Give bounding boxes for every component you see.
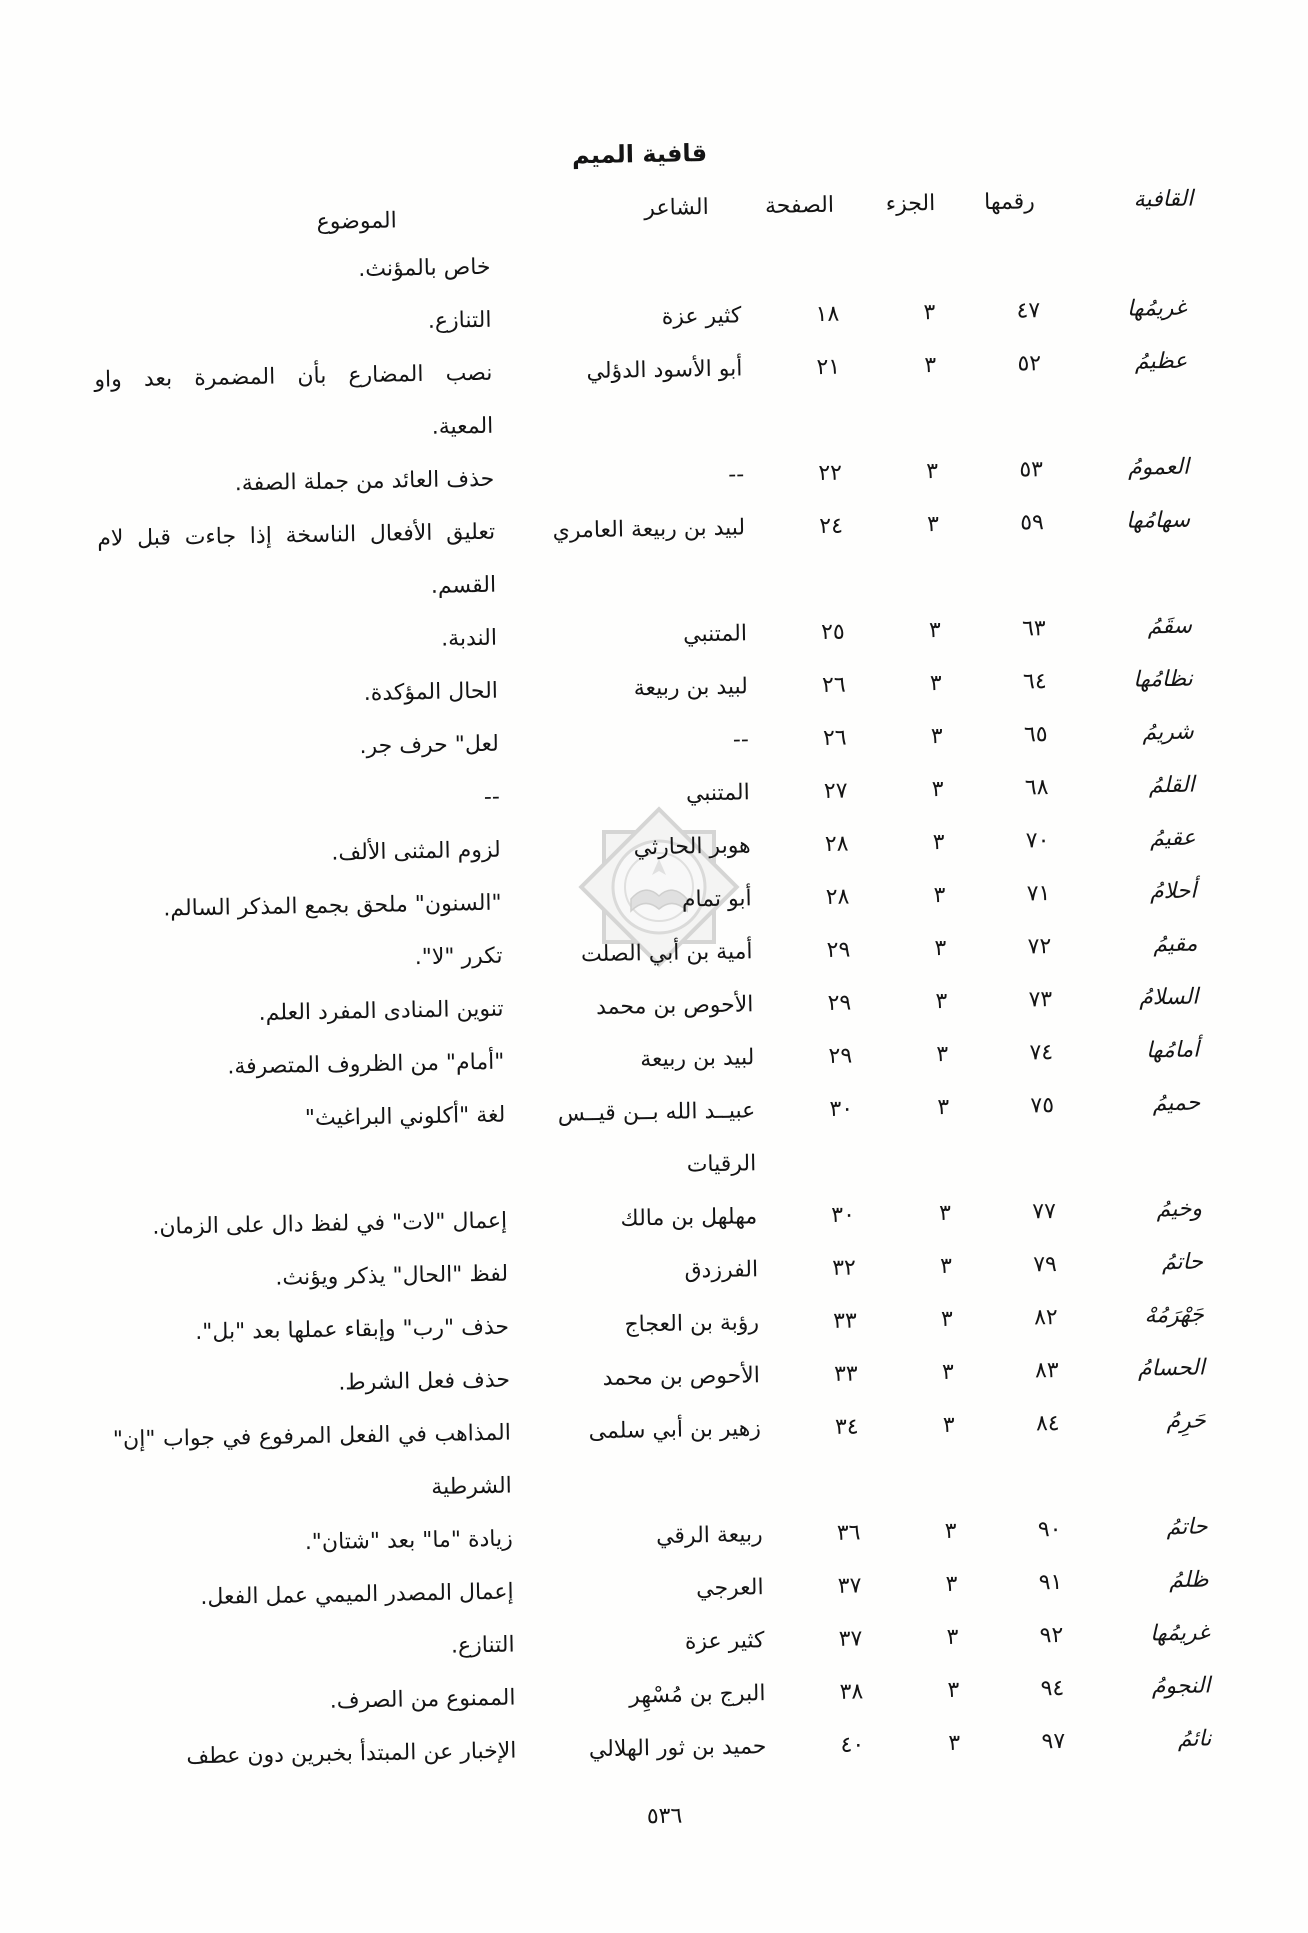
topic-cell: لعل" حرف جر.	[359, 731, 500, 760]
qafia-cell: نظامُها	[1133, 666, 1194, 693]
header-poet: الشاعر	[644, 194, 709, 222]
volume-cell: ٣	[929, 670, 942, 697]
section-title: قافية الميم	[571, 138, 708, 170]
index-row	[69, 334, 1219, 460]
poet-cell: الأحوص بن محمد	[602, 1363, 761, 1391]
page-cell: ٢٥	[820, 619, 845, 646]
qafia-cell: شريمُ	[1142, 719, 1194, 746]
topic-cell: الإخبار عن المبتدأ بخبرين دون عطف	[186, 1738, 517, 1770]
volume-cell: ٣	[941, 1359, 955, 1386]
page-cell: ٣٧	[837, 1573, 862, 1599]
verse-number-cell: ٩٢	[1039, 1622, 1064, 1649]
verse-number-cell: ٨٤	[1035, 1410, 1060, 1437]
header-qafia: القافية	[1133, 186, 1194, 213]
qafia-cell: وخيمُ	[1156, 1196, 1203, 1223]
qafia-cell: سهامُها	[1125, 507, 1191, 534]
qafia-cell: العمومُ	[1127, 454, 1190, 481]
topic-cell: "أمام" من الظروف المتصرفة.	[227, 1049, 505, 1080]
volume-cell: ٣	[942, 1412, 955, 1439]
page-cell: ٢٦	[821, 672, 846, 699]
poet-cell: عبيــد الله بــن قيــس	[557, 1098, 756, 1127]
topic-cell: القسم.	[430, 572, 497, 599]
topic-cell: لفظ "الحال" يذكر ويؤنث.	[275, 1261, 509, 1291]
verse-number-cell: ٩٤	[1040, 1675, 1065, 1702]
page-cell: ٢٨	[824, 831, 849, 857]
topic-cell: زيادة "ما" بعد "شتان".	[304, 1526, 513, 1556]
qafia-cell: القلمُ	[1148, 772, 1195, 799]
page-cell: ٣٨	[839, 1679, 864, 1705]
index-row	[82, 1076, 1232, 1202]
poet-cell: كثير عزة	[684, 1628, 765, 1655]
topic-cell: "السنون" ملحق بجمع المذكر السالم.	[163, 890, 502, 922]
topic-cell: تكرر "لا".	[414, 943, 503, 971]
poet-cell: الرقيات	[686, 1151, 757, 1178]
volume-cell: ٣	[930, 723, 943, 750]
poet-cell: أبو تمام	[681, 886, 752, 913]
page-cell: ٣٠	[829, 1096, 854, 1122]
qafia-cell: عظيمُ	[1134, 348, 1188, 375]
topic-cell: لزوم المثنى الألف.	[331, 837, 501, 866]
poet-cell: كثير عزة	[661, 303, 742, 330]
poet-cell: --	[728, 462, 745, 488]
volume-cell: ٣	[947, 1677, 960, 1703]
poet-cell: هوبر الحارثي	[633, 833, 751, 861]
page-cell: ٢٦	[822, 725, 847, 752]
page-number: ٥٣٦	[646, 1803, 683, 1830]
volume-cell: ٣	[935, 988, 948, 1015]
topic-cell: الممنوع من الصرف.	[329, 1685, 516, 1714]
page-cell: ٢٤	[819, 513, 844, 540]
volume-cell: ٣	[944, 1518, 957, 1545]
verse-number-cell: ٧٩	[1032, 1252, 1058, 1278]
verse-number-cell: ٦٥	[1023, 722, 1048, 748]
volume-cell: ٣	[939, 1253, 953, 1280]
page-cell: ٣٢	[832, 1255, 857, 1281]
poet-cell: لبيد بن ربيعة	[633, 674, 749, 702]
topic-cell: الشرطية	[431, 1473, 513, 1500]
volume-cell: ٣	[932, 829, 945, 856]
qafia-cell: حاتمُ	[1161, 1249, 1204, 1276]
page-cell: ٢٩	[826, 937, 851, 963]
poet-cell: الفرزدق	[684, 1257, 759, 1284]
poet-cell: لبيد بن ربيعة	[639, 1045, 755, 1073]
verse-number-cell: ٩٠	[1037, 1516, 1062, 1543]
verse-number-cell: ٦٣	[1021, 616, 1046, 642]
poet-cell: ربيعة الرقي	[655, 1522, 763, 1550]
poet-cell: العرجي	[695, 1575, 764, 1602]
page-cell: ٣٦	[836, 1520, 861, 1546]
topic-cell: نصب المضارع بأن المضمرة بعد واو	[94, 360, 493, 393]
qafia-cell: النجومُ	[1151, 1673, 1211, 1700]
verse-number-cell: ٦٤	[1022, 669, 1047, 695]
qafia-cell: حاتمُ	[1166, 1514, 1208, 1541]
verse-number-cell: ٥٣	[1019, 457, 1044, 483]
volume-cell: ٣	[948, 1730, 961, 1756]
page-cell: ٢٩	[827, 990, 852, 1016]
topic-cell: إعمال المصدر الميمي عمل الفعل.	[200, 1579, 514, 1611]
volume-cell: ٣	[926, 458, 939, 485]
topic-cell: خاص بالمؤنث.	[358, 254, 491, 283]
volume-cell: ٣	[946, 1624, 959, 1650]
index-content	[65, 90, 1244, 1870]
poet-cell: المتنبي	[682, 621, 748, 648]
poet-cell: مهلهل بن مالك	[620, 1204, 758, 1232]
qafia-cell: حميمُ	[1152, 1090, 1201, 1117]
page-cell: ٢١	[816, 354, 841, 381]
page-cell: ٢٩	[828, 1043, 853, 1069]
poet-cell: زهير بن أبي سلمى	[588, 1416, 762, 1445]
volume-cell: ٣	[936, 1041, 949, 1068]
topic-cell: التنازع.	[450, 1632, 515, 1659]
topic-cell: المذاهب في الفعل المرفوع في جواب "إن"	[112, 1420, 512, 1453]
poet-cell: حميد بن ثور الهلالي	[588, 1734, 767, 1763]
volume-cell: ٣	[940, 1306, 954, 1333]
qafia-cell: حَرِمُ	[1166, 1408, 1206, 1435]
verse-number-cell: ٦٨	[1024, 775, 1049, 801]
header-verse-number: رقمها	[983, 189, 1036, 216]
qafia-cell: نائمُ	[1177, 1726, 1212, 1752]
index-row	[72, 493, 1222, 619]
volume-cell: ٣	[923, 299, 936, 326]
verse-number-cell: ٩٧	[1041, 1728, 1066, 1755]
verse-number-cell: ٩١	[1038, 1569, 1063, 1596]
topic-cell: حذف "رب" وإبقاء عملها بعد "بل".	[195, 1314, 510, 1346]
volume-cell: ٣	[934, 935, 947, 962]
verse-number-cell: ٧١	[1026, 881, 1051, 907]
volume-cell: ٣	[924, 352, 937, 379]
volume-cell: ٣	[933, 882, 946, 909]
page-cell: ٤٠	[840, 1732, 865, 1758]
topic-cell: --	[483, 784, 501, 810]
verse-number-cell: ٧٧	[1032, 1199, 1057, 1225]
volume-cell: ٣	[928, 617, 942, 644]
verse-number-cell: ٥٩	[1020, 510, 1045, 536]
poet-cell: رؤبة بن العجاج	[624, 1310, 760, 1338]
poet-cell: أبو الأسود الدؤلي	[586, 356, 743, 385]
topic-cell: الندبة.	[440, 625, 498, 652]
header-page: الصفحة	[764, 192, 835, 219]
qafia-cell: مقيمُ	[1153, 931, 1198, 958]
topic-cell: حذف فعل الشرط.	[338, 1367, 511, 1396]
qafia-cell: السلامُ	[1138, 984, 1199, 1011]
index-rows	[67, 228, 1242, 1785]
poet-cell: البرج بن مُسْهِر	[628, 1681, 766, 1709]
qafia-cell: جَهْرَمُهْ	[1144, 1302, 1205, 1329]
verse-number-cell: ٧٢	[1027, 934, 1052, 960]
verse-number-cell: ٧٥	[1030, 1093, 1055, 1119]
topic-cell: إعمال "لات" في لفظ دال على الزمان.	[152, 1208, 508, 1240]
topic-cell: لغة "أكلوني البراغيث"	[304, 1102, 506, 1132]
verse-number-cell: ٨٣	[1034, 1357, 1059, 1384]
topic-cell: المعية.	[431, 413, 494, 440]
volume-cell: ٣	[945, 1571, 958, 1597]
qafia-cell: عقيمُ	[1149, 825, 1196, 852]
volume-cell: ٣	[931, 776, 944, 803]
poet-cell: --	[732, 727, 750, 753]
page-cell: ١٨	[815, 301, 840, 328]
page-cell: ٣٣	[833, 1361, 858, 1387]
page-cell: ٣٠	[831, 1202, 856, 1228]
page-cell: ٣٧	[838, 1626, 863, 1652]
header-volume: الجزء	[885, 190, 936, 217]
qafia-cell: غريمُها	[1126, 295, 1187, 322]
verse-number-cell: ٧٤	[1029, 1040, 1054, 1066]
page-cell: ٣٣	[832, 1308, 858, 1334]
qafia-cell: غريمُها	[1149, 1620, 1210, 1647]
qafia-cell: أحلامُ	[1149, 878, 1197, 905]
page-cell: ٢٧	[823, 778, 848, 805]
qafia-cell: سقَمُ	[1147, 613, 1193, 640]
volume-cell: ٣	[937, 1094, 950, 1121]
topic-cell: تعليق الأفعال الناسخة إذا جاءت قبل لام	[97, 519, 496, 552]
topic-cell: حذف العائد من جملة الصفة.	[234, 466, 495, 497]
verse-number-cell: ٤٧	[1016, 298, 1041, 324]
topic-cell: تنوين المنادى المفرد العلم.	[258, 996, 504, 1026]
poet-cell: لبيد بن ربيعة العامري	[552, 515, 746, 544]
page-cell: ٢٨	[825, 884, 850, 910]
volume-cell: ٣	[926, 511, 940, 538]
verse-number-cell: ٧٣	[1028, 987, 1053, 1013]
header-topic: الموضوع	[316, 208, 397, 235]
poet-cell: أمية بن أبي الصلت	[580, 939, 753, 968]
topic-cell: التنازع.	[427, 307, 492, 334]
poet-cell: المتنبي	[685, 780, 750, 807]
verse-number-cell: ٥٢	[1017, 351, 1042, 377]
topic-cell: الحال المؤكدة.	[363, 678, 499, 707]
poet-cell: الأحوص بن محمد	[595, 992, 754, 1021]
qafia-cell: ظلمُ	[1168, 1567, 1209, 1594]
volume-cell: ٣	[938, 1200, 952, 1227]
qafia-cell: أمامُها	[1145, 1037, 1200, 1064]
page-cell: ٢٢	[818, 460, 843, 487]
index-row	[87, 1394, 1237, 1520]
qafia-cell: الحسامُ	[1137, 1355, 1206, 1382]
page-cell: ٣٤	[834, 1414, 859, 1440]
verse-number-cell: ٧٠	[1025, 828, 1050, 854]
verse-number-cell: ٨٢	[1033, 1305, 1058, 1331]
